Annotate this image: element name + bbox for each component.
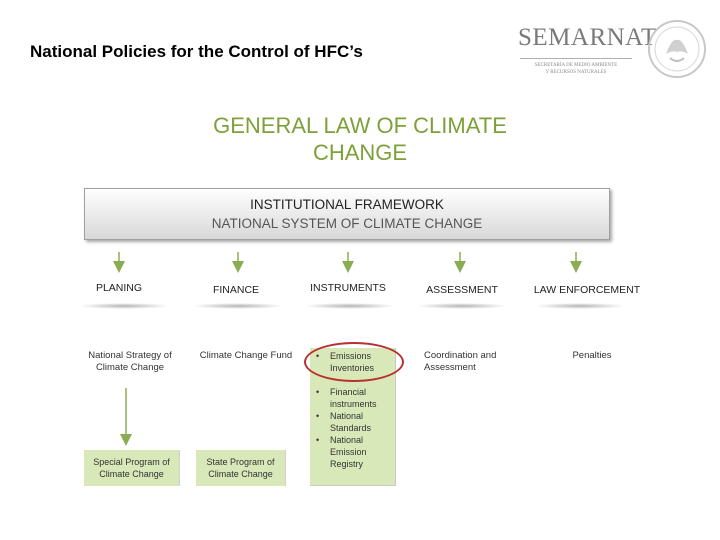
category-planing: PLANING xyxy=(95,282,143,294)
instruments-shadow xyxy=(304,303,396,309)
instrument-item: • Financial instruments xyxy=(316,387,377,409)
enforcement-item-penalties-text: Penalties xyxy=(572,350,612,361)
instrument-item: • Emissions Inventories xyxy=(316,351,375,373)
planing-item-special-program-text: Special Program of Climate Change xyxy=(93,457,170,479)
category-law-enforcement: LAW ENFORCEMENT xyxy=(533,284,641,296)
instrument-item: • National Emission Registry xyxy=(316,435,367,469)
instrument-item-text: Financial instruments xyxy=(330,387,377,409)
finance-item-state-program-text: State Program of Climate Change xyxy=(206,457,275,479)
finance-item-state-program xyxy=(196,450,286,486)
framework-title: INSTITUTIONAL FRAMEWORK xyxy=(250,197,444,212)
logo-subtitle-line-2: Y RECURSOS NATURALES xyxy=(545,70,607,75)
page-title: National Policies for the Control of HFC’s xyxy=(30,42,363,61)
planing-item-strategy xyxy=(84,348,176,388)
logo-subtitle-line-1: SECRETARÍA DE MEDIO AMBIENTE xyxy=(534,63,618,68)
finance-shadow xyxy=(192,303,284,309)
planing-shadow xyxy=(78,303,170,309)
enforcement-item-penalties xyxy=(544,348,640,368)
category-finance: FINANCE xyxy=(212,284,260,296)
finance-item-fund-text: Climate Change Fund xyxy=(199,350,293,361)
logo-wordmark: SEMARNAT xyxy=(518,24,657,51)
assessment-item-coordination-text: Coordination and Assessment xyxy=(424,350,497,373)
category-assessment: ASSESSMENT xyxy=(426,284,498,296)
instrument-item-text: Emissions Inventories xyxy=(330,351,375,373)
enforcement-shadow xyxy=(534,303,626,309)
emissions-inventories-highlight xyxy=(304,342,404,382)
assessment-shadow xyxy=(416,303,508,309)
assessment-item-coordination xyxy=(418,348,506,388)
finance-item-fund xyxy=(196,348,296,388)
planing-item-strategy-text: National Strategy of Climate Change xyxy=(88,350,172,373)
instrument-item-text: National Standards xyxy=(330,411,372,433)
instrument-item: • National Standards xyxy=(316,411,372,433)
main-title-line-1: GENERAL LAW OF CLIMATE xyxy=(213,113,507,138)
main-title-line-2: CHANGE xyxy=(312,140,408,165)
planing-item-special-program xyxy=(84,450,180,486)
framework-subtitle: NATIONAL SYSTEM OF CLIMATE CHANGE xyxy=(211,216,483,231)
instrument-item-text: National Emission Registry xyxy=(330,435,367,469)
category-instruments: INSTRUMENTS xyxy=(310,282,386,294)
